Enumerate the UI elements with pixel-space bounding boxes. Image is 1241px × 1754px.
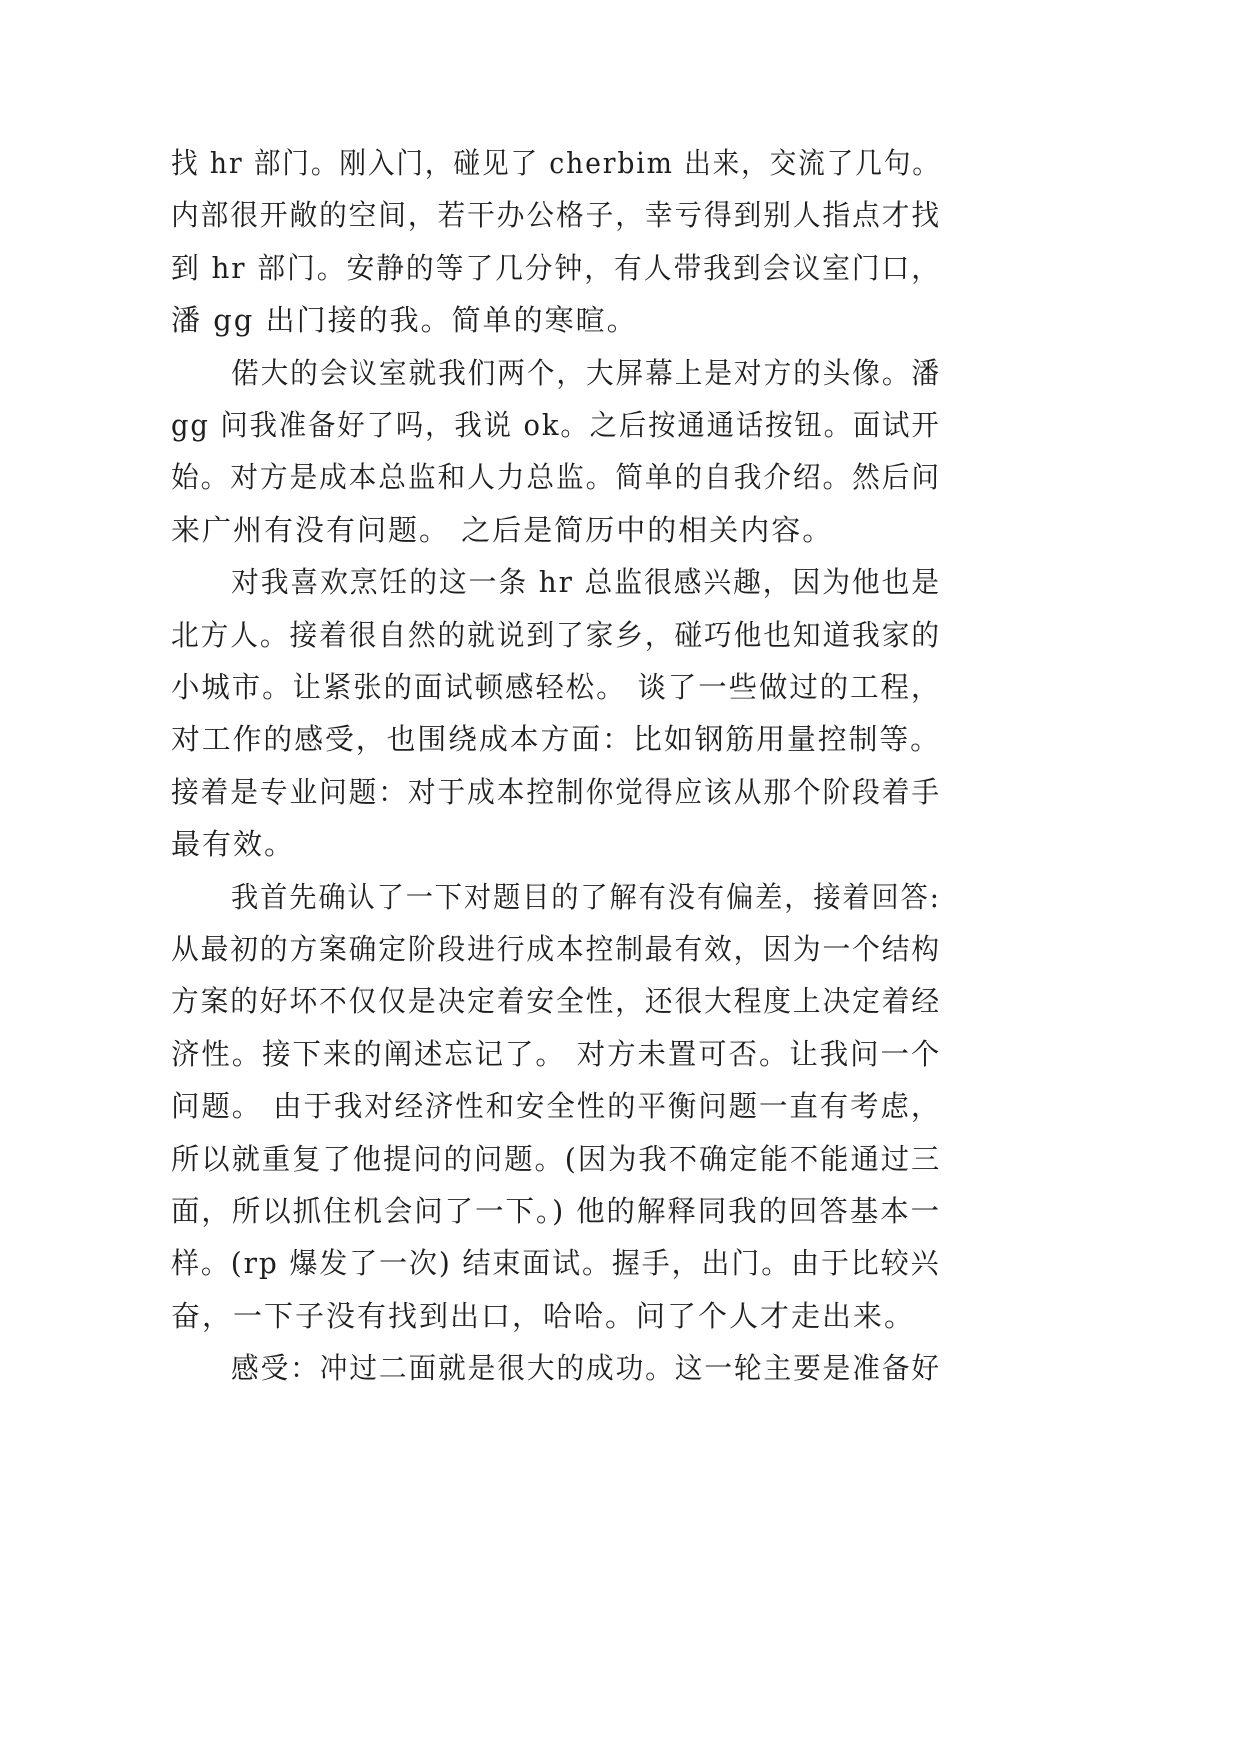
text-line: 问题。 由于我对经济性和安全性的平衡问题一直有考虑， (171, 1089, 942, 1124)
text-line: 所以就重复了他提问的问题。(因为我不确定能不能通过三 (171, 1141, 942, 1176)
text-line: 我首先确认了一下对题目的了解有没有偏差，接着回答: (231, 879, 941, 914)
text-line: 济性。接下来的阐述忘记了。 对方未置可否。让我问一个 (171, 1036, 942, 1071)
text-line: 奋，一下子没有找到出口，哈哈。问了个人才走出来。 (171, 1298, 916, 1333)
text-line: 始。对方是成本总监和人力总监。简单的自我介绍。然后问 (171, 460, 941, 495)
text-line: 找 hr 部门。刚入门，碰见了 cherbim 出来，交流了几句。 (171, 146, 941, 180)
text-line: 对工作的感受，也围绕成本方面：比如钢筋用量控制等。 (171, 722, 941, 757)
text-line: 接着是专业问题：对于成本控制你觉得应该从那个阶段着手 (171, 774, 941, 809)
body-text (171, 0, 941, 1754)
text-line: 样。(rp 爆发了一次) 结束面试。握手，出门。由于比较兴 (171, 1246, 941, 1281)
text-line: 最有效。 (171, 827, 296, 862)
text-line: 北方人。接着很自然的就说到了家乡，碰巧他也知道我家的 (171, 617, 941, 652)
text-line: 到 hr 部门。安静的等了几分钟，有人带我到会议室门口， (171, 250, 941, 285)
text-line: 小城市。让紧张的面试顿感轻松。 谈了一些做过的工程， (171, 670, 942, 704)
text-line: gg 问我准备好了吗，我说 ok。之后按通通话按钮。面试开 (171, 408, 941, 442)
text-line: 对我喜欢烹饪的这一条 hr 总监很感兴趣，因为他也是 (231, 565, 942, 600)
text-line: 方案的好坏不仅仅是决定着安全性，还很大程度上决定着经 (171, 984, 941, 1019)
text-line: 感受：冲过二面就是很大的成功。这一轮主要是准备好 (231, 1351, 942, 1386)
text-line: 潘 gg 出门接的我。简单的寒暄。 (171, 303, 638, 338)
text-line: 从最初的方案确定阶段进行成本控制最有效，因为一个结构 (171, 932, 941, 966)
text-line: 内部很开敞的空间，若干办公格子，幸亏得到别人指点才找 (171, 198, 941, 233)
text-line: 面，所以抓住机会问了一下。) 他的解释同我的回答基本一 (171, 1194, 942, 1228)
text-line: 偌大的会议室就我们两个，大屏幕上是对方的头像。潘 (231, 355, 942, 390)
text-line: 来广州有没有问题。 之后是简历中的相关内容。 (171, 512, 834, 547)
